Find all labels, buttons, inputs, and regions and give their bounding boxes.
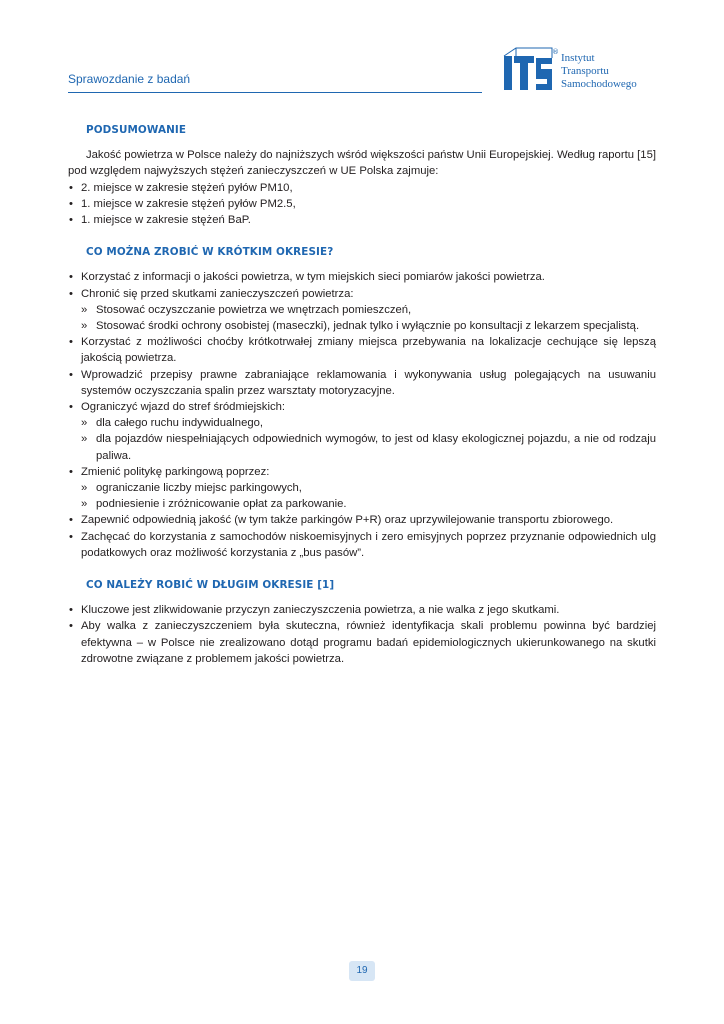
logo-line-1: Instytut bbox=[561, 52, 595, 64]
short-term-list bbox=[68, 269, 656, 561]
header-divider bbox=[68, 92, 482, 93]
sub-list-item: » ograniczanie liczby miejsc parkingowych, bbox=[68, 480, 656, 496]
summary-paragraph: Jakość powietrza w Polsce należy do najniższych wśród większości państw Unii Europejskiej. Według raportu [15] pod względem najwyższych stężeń zanieczyszczeń w UE Polska zajmuje: bbox=[68, 149, 656, 178]
list-item: • Wprowadzić przepisy prawne zabraniające reklamowania i wykonywania usług polegających na usuwaniu systemów oczyszczania spalin przez warsztaty motoryzacyjne. bbox=[68, 367, 656, 399]
its-logo-icon bbox=[502, 46, 559, 94]
list-item: • Zachęcać do korzystania z samochodów niskoemisyjnych i zero emisyjnych poprzez przyznanie odpowiednich ulg podatkowych oraz możliwość korzystania z „bus pasów”. bbox=[68, 529, 656, 561]
logo-line-3: Samochodowego bbox=[561, 78, 637, 90]
list-item: • Korzystać z informacji o jakości powietrza, w tym miejskich sieci pomiarów jakości powietrza. bbox=[68, 269, 656, 285]
list-item: • Zmienić politykę parkingową poprzez: bbox=[68, 464, 656, 480]
sub-list-item: » Stosować środki ochrony osobistej (maseczki), jednak tylko i wyłącznie po konsultacji z lekarzem specjalistą. bbox=[68, 318, 656, 334]
heading-summary: PODSUMOWANIE bbox=[86, 124, 187, 136]
its-logo-wordmark bbox=[561, 52, 637, 91]
long-term-list bbox=[68, 602, 656, 667]
list-item: • Kluczowe jest zlikwidowanie przyczyn zanieczyszczenia powietrza, a nie walka z jego skutkami. bbox=[68, 602, 656, 618]
list-item: • Korzystać z możliwości choćby krótkotrwałej zmiany miejsca przebywania na lokalizacje cechujące się lepszą jakością powietrza. bbox=[68, 334, 656, 366]
list-item: • 2. miejsce w zakresie stężeń pyłów PM10, bbox=[68, 180, 656, 196]
sub-list-item: » Stosować oczyszczanie powietrza we wnętrzach pomieszczeń, bbox=[68, 302, 656, 318]
list-item: • Zapewnić odpowiednią jakość (w tym także parkingów P+R) oraz uprzywilejowanie transportu zbiorowego. bbox=[68, 512, 656, 528]
sub-list-item: » dla pojazdów niespełniających odpowiednich wymogów, to jest od klasy ekologicznej pojazdu, a nie od rodzaju paliwa. bbox=[68, 431, 656, 463]
list-item: • Chronić się przed skutkami zanieczyszczeń powietrza: bbox=[68, 286, 656, 302]
page-number-badge: 19 bbox=[349, 961, 375, 981]
list-item: • 1. miejsce w zakresie stężeń BaP. bbox=[68, 212, 656, 228]
heading-long-term: CO NALEŻY ROBIĆ W DŁUGIM OKRESIE [1] bbox=[86, 579, 335, 592]
list-item: • Aby walka z zanieczyszczeniem była skuteczna, również identyfikacja skali problemu powinna być bardziej efektywna – w Polsce nie zrealizowano dotąd programu badań epidemiologicznych ukierunkowanego na skutki zdrowotne związane z problemem jakości powietrza. bbox=[68, 618, 656, 667]
summary-list bbox=[68, 180, 656, 229]
heading-short-term: CO MOŻNA ZROBIĆ W KRÓTKIM OKRESIE? bbox=[86, 246, 334, 259]
running-header-title: Sprawozdanie z badań bbox=[68, 72, 191, 86]
sub-list-item: » podniesienie i zróżnicowanie opłat za parkowanie. bbox=[68, 496, 656, 512]
list-item: • Ograniczyć wjazd do stref śródmiejskich: bbox=[68, 399, 656, 415]
document-body bbox=[68, 118, 656, 667]
list-item: • 1. miejsce w zakresie stężeń pyłów PM2.5, bbox=[68, 196, 656, 212]
svg-text:®: ® bbox=[552, 48, 559, 56]
logo-line-2: Transportu bbox=[561, 65, 609, 77]
sub-list-item: » dla całego ruchu indywidualnego, bbox=[68, 415, 656, 431]
